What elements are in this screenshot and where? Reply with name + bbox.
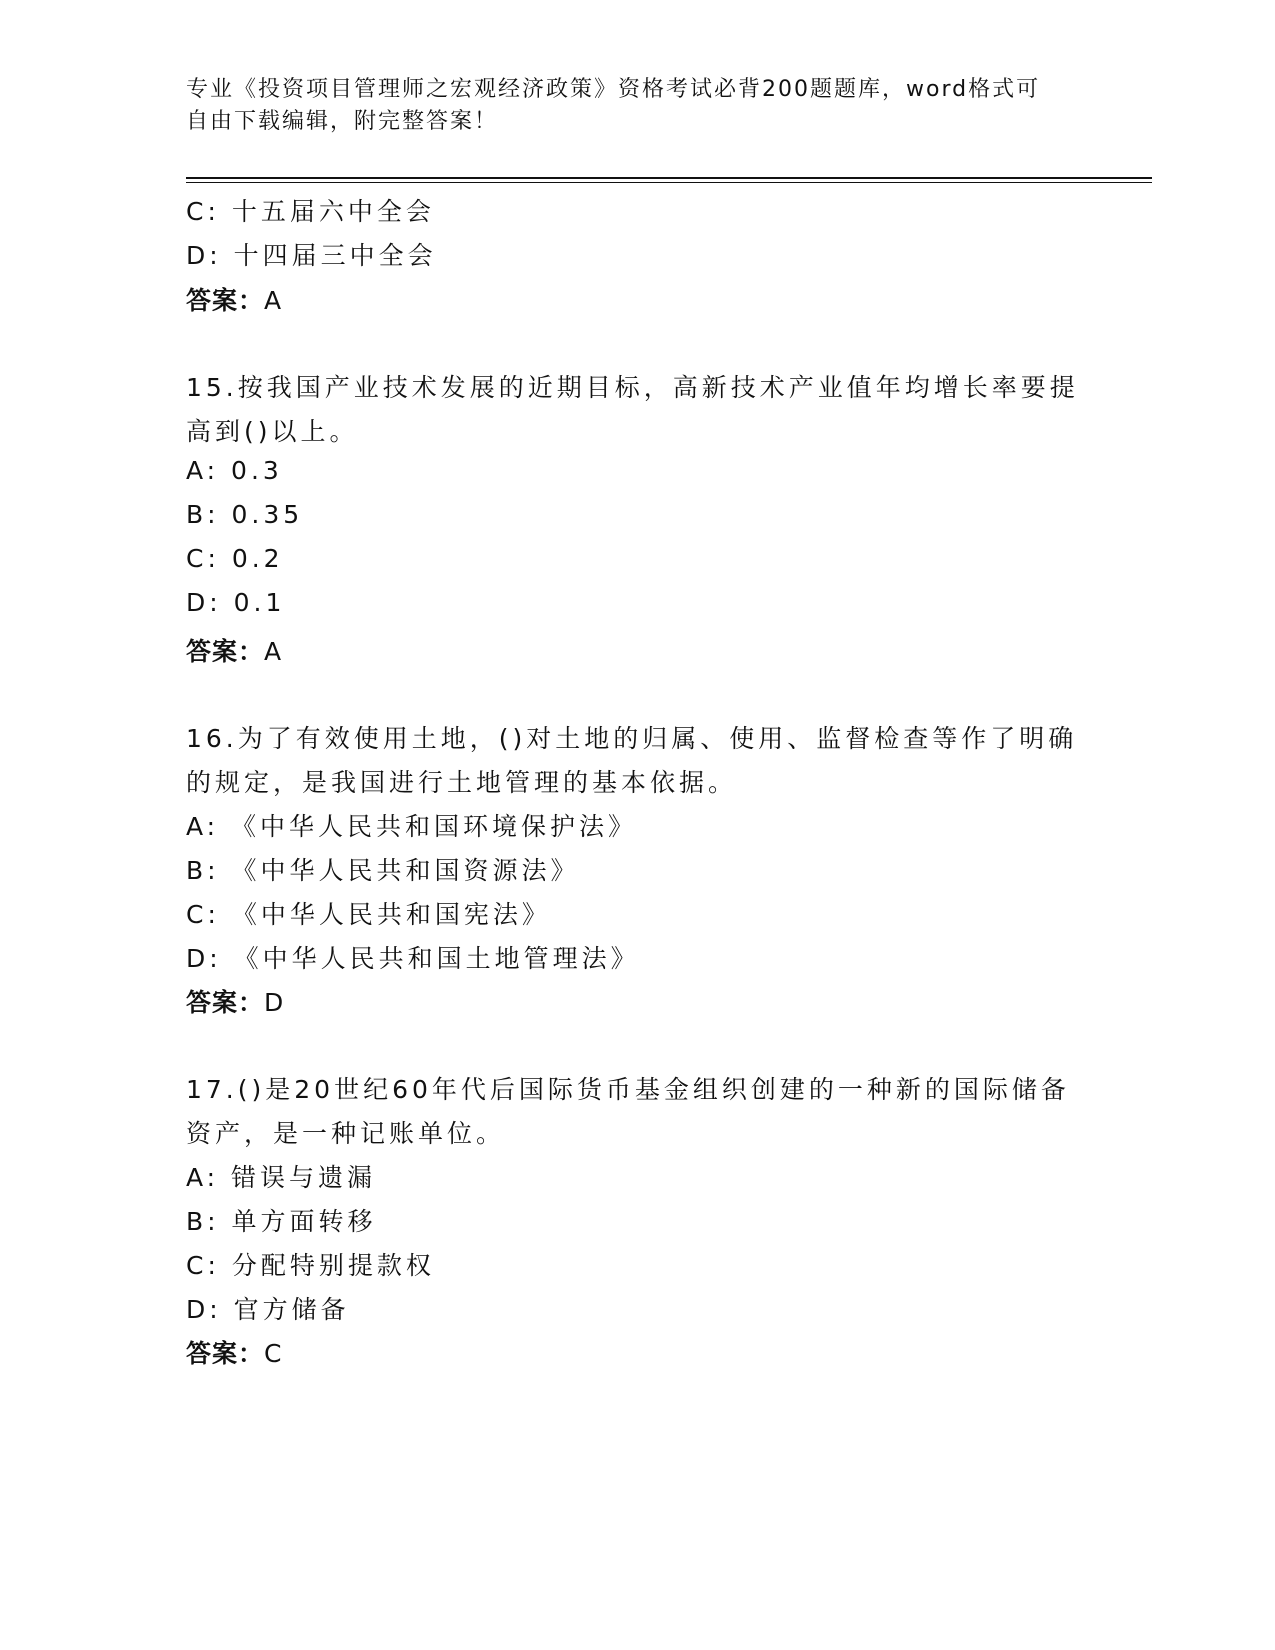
q16-stem-line-1: 16.为了有效使用土地，()对土地的归属、使用、监督检查等作了明确 [186,724,1078,753]
answer-value: A [264,286,283,315]
q17-option-c: C: 分配特别提款权 [186,1251,435,1280]
q15-answer [186,632,282,668]
header-line-2: 自由下载编辑，附完整答案！ [186,109,499,134]
q16-stem-line-2: 的规定，是我国进行土地管理的基本依据。 [186,768,738,797]
q17-option-b: B: 单方面转移 [186,1207,377,1236]
answer-label: 答案： [186,286,265,315]
q17-stem-line-2: 资产，是一种记账单位。 [186,1119,506,1148]
header-divider [186,177,1152,183]
q15-option-d: D: 0.1 [186,588,286,617]
q16-option-d: D: 《中华人民共和国土地管理法》 [186,944,640,973]
answer-label: 答案： [186,988,265,1017]
answer-value: C [264,1339,283,1368]
q16-answer [186,983,284,1019]
q17-stem-line-1: 17.()是20世纪60年代后国际货币基金组织创建的一种新的国际储备 [186,1075,1070,1104]
answer-label: 答案： [186,637,265,666]
q15-option-b: B: 0.35 [186,500,304,529]
header-line-1: 专业《投资项目管理师之宏观经济政策》资格考试必背200题题库，word格式可 [186,77,1041,102]
q16-option-b: B: 《中华人民共和国资源法》 [186,856,580,885]
q17-answer [186,1334,282,1370]
q15-option-a: A: 0.3 [186,456,283,485]
q15-stem-line-1: 15.按我国产业技术发展的近期目标，高新技术产业值年均增长率要提 [186,373,1079,402]
q15-option-c: C: 0.2 [186,544,284,573]
answer-label: 答案： [186,1339,265,1368]
q16-option-a: A: 《中华人民共和国环境保护法》 [186,812,638,841]
answer-value: A [264,637,283,666]
q17-option-a: A: 错误与遗漏 [186,1163,377,1192]
prev-option-c: C: 十五届六中全会 [186,197,435,226]
prev-option-d: D: 十四届三中全会 [186,241,437,270]
q15-stem-line-2: 高到()以上。 [186,417,359,446]
answer-value: D [264,988,285,1017]
document-header [186,74,1066,138]
q17-option-d: D: 官方储备 [186,1295,350,1324]
prev-answer [186,281,282,317]
q16-option-c: C: 《中华人民共和国宪法》 [186,900,551,929]
